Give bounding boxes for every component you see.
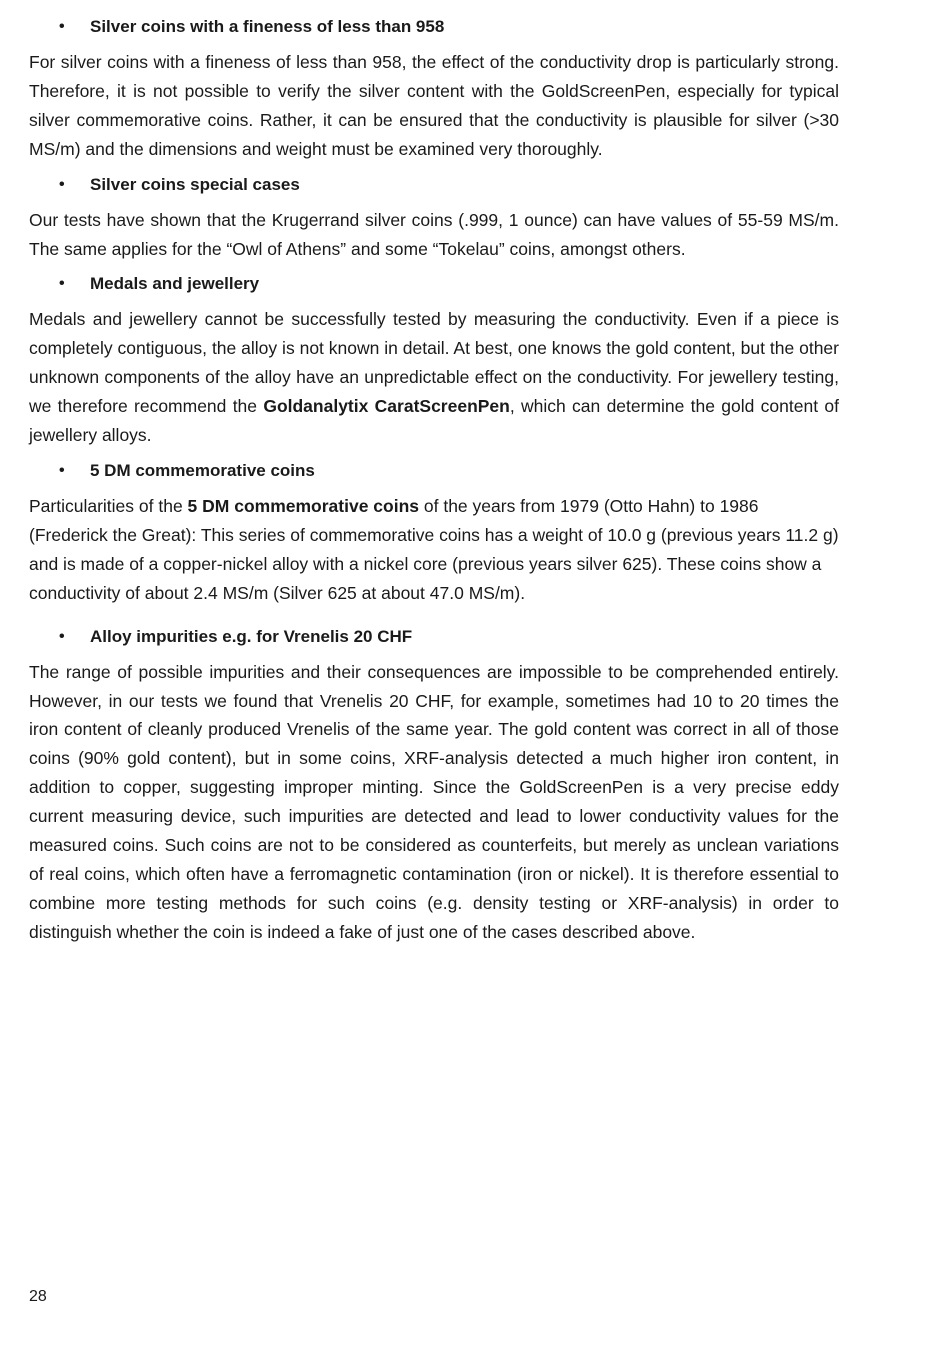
section-paragraph-silver-fineness: For silver coins with a fineness of less than 958, the effect of the conductivity drop is particularly strong. Therefore, it is not possible to verify the silver content with the GoldScreenPen, especially for typical silver commemorative coins. Rather, it can be ensured that the conductivity is plausible for silver (>30 MS/m) and the dimensions and weight must be examined very thoroughly. xyxy=(29,52,839,159)
page-content xyxy=(29,14,839,955)
section-heading-text: 5 DM commemorative coins xyxy=(90,460,315,480)
product-name-emphasis: Goldanalytix CaratScreenPen xyxy=(263,396,510,417)
paragraph-text: Medals and jewellery cannot be successfully tested by measuring the conductivity. Even if a piece is completely contiguous, the alloy is not known in detail. At best, one knows the gold content, but the other unknown components of the alloy have an unpredictable effect on the conductivity. For jewellery testing, we therefore recommend the xyxy=(29,309,839,417)
paragraph-text: Particularities of the xyxy=(29,495,188,516)
paragraph-text: of the years from 1979 (Otto Hahn) to 1986 (Frederick the Great): This series of commemorative coins has a weight of 10.0 g (previous years 11.2 g) and is made of a copper-nickel alloy with a nickel core (previous years silver 625). These coins show a conductivity of about 2.4 MS/m (Silver 625 at about 47.0 MS/m). xyxy=(29,495,839,603)
section-heading-5dm-coins xyxy=(29,458,839,484)
bullet-icon: • xyxy=(59,627,65,645)
bullet-icon: • xyxy=(59,275,65,293)
coin-series-emphasis: 5 DM commemorative coins xyxy=(187,495,420,516)
bullet-icon: • xyxy=(59,18,65,35)
paragraph-text: , which can determine the gold content of jewellery alloys. xyxy=(29,396,839,446)
section-heading-text: Silver coins with a fineness of less than 958 xyxy=(90,17,445,36)
page-number: 28 xyxy=(29,1288,47,1305)
section-paragraph-medals-jewellery xyxy=(29,305,839,450)
section-paragraph-5dm-coins xyxy=(29,492,839,608)
section-heading-silver-fineness xyxy=(29,14,839,40)
section-heading-silver-special xyxy=(29,172,839,198)
section-heading-text: Silver coins special cases xyxy=(90,174,300,194)
section-heading-medals-jewellery xyxy=(29,271,839,297)
section-heading-alloy-impurities xyxy=(29,624,839,650)
section-paragraph-silver-special: Our tests have shown that the Krugerrand silver coins (.999, 1 ounce) can have values of 55-59 MS/m. The same applies for the “Owl of Athens” and some “Tokelau” coins, amongst others. xyxy=(29,209,839,259)
bullet-icon: • xyxy=(59,175,65,193)
section-paragraph-alloy-impurities: The range of possible impurities and their consequences are impossible to be comprehended entirely. However, in our tests we found that Vrenelis 20 CHF, for example, sometimes had 10 to 20 times the iron content of cleanly produced Vrenelis of the same year. The gold content was correct in all of those coins (90% gold content), but in some coins, XRF-analysis detected a much higher iron content, in addition to copper, suggesting improper minting. Since the GoldScreenPen is a very precise eddy current measuring device, such impurities are detected and lead to lower conductivity values for the measured coins. Such coins are not to be considered as counterfeits, but merely as unclean variations of real coins, which often have a ferromagnetic contamination (iron or nickel). It is therefore essential to combine more testing methods for such coins (e.g. density testing or XRF-analysis) in order to distinguish whether the coin is indeed a fake of just one of the cases described above. xyxy=(29,661,839,942)
section-heading-text: Alloy impurities e.g. for Vrenelis 20 CHF xyxy=(90,626,413,646)
bullet-icon: • xyxy=(59,461,65,479)
section-heading-text: Medals and jewellery xyxy=(90,274,260,294)
